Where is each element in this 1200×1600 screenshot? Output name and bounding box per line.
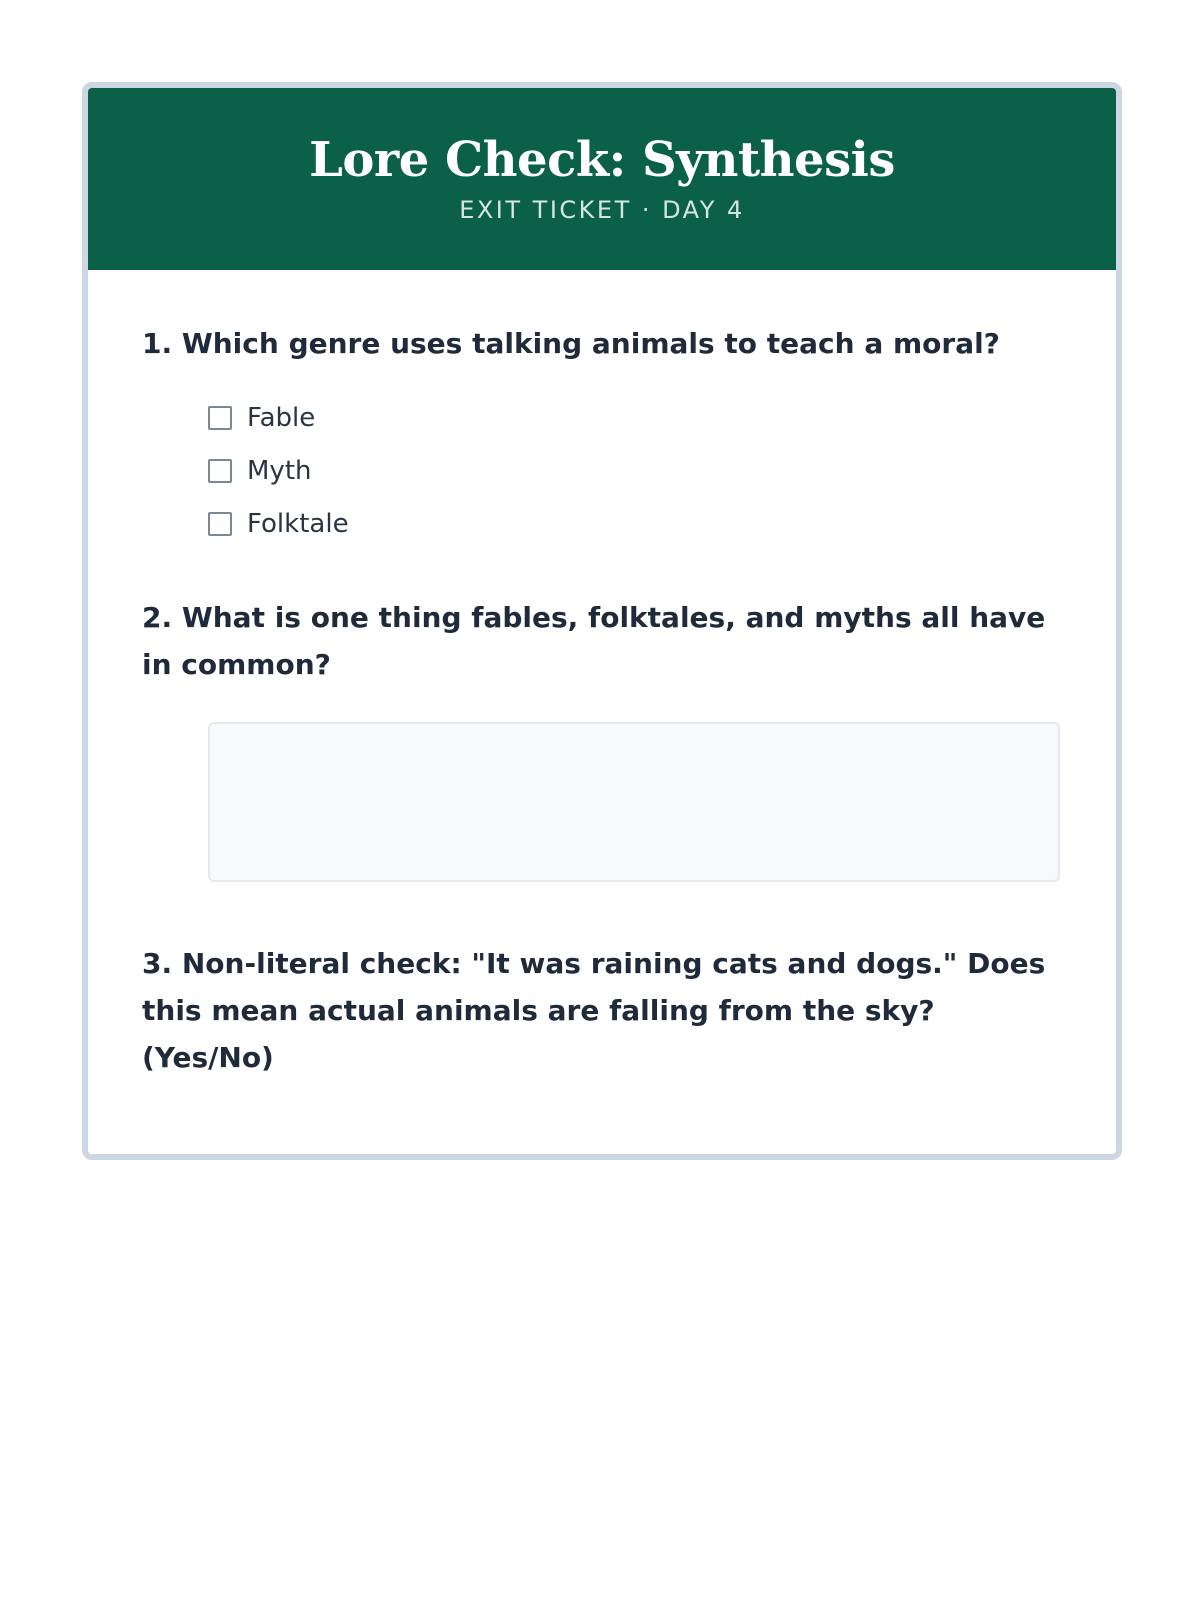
option-label: Folktale — [247, 508, 349, 539]
option-label: Fable — [247, 402, 316, 433]
question-3-text: 3. Non-literal check: "It was raining cats and dogs." Does this mean actual animals are falling from the sky? (Yes/No) — [142, 947, 1046, 1074]
card-header — [88, 88, 1116, 270]
option-fable[interactable] — [208, 391, 1062, 444]
question-2-text: 2. What is one thing fables, folktales, and myths all have in common? — [142, 601, 1046, 681]
option-myth[interactable] — [208, 444, 1062, 497]
question-1-options — [208, 391, 1062, 550]
option-label: Myth — [247, 455, 312, 486]
myth-checkbox[interactable] — [208, 459, 232, 483]
fable-checkbox[interactable] — [208, 406, 232, 430]
exit-ticket-card — [82, 82, 1122, 1160]
question-2-answer-textarea[interactable] — [208, 722, 1060, 882]
folktale-checkbox[interactable] — [208, 512, 232, 536]
card-body — [88, 270, 1116, 1160]
option-folktale[interactable] — [208, 497, 1062, 550]
page-subtitle: EXIT TICKET · DAY 4 — [459, 196, 745, 224]
question-3-answer-input[interactable] — [208, 1141, 426, 1160]
question-1-text: 1. Which genre uses talking animals to teach a moral? — [142, 327, 1000, 360]
page-title: Lore Check: Synthesis — [309, 132, 895, 188]
